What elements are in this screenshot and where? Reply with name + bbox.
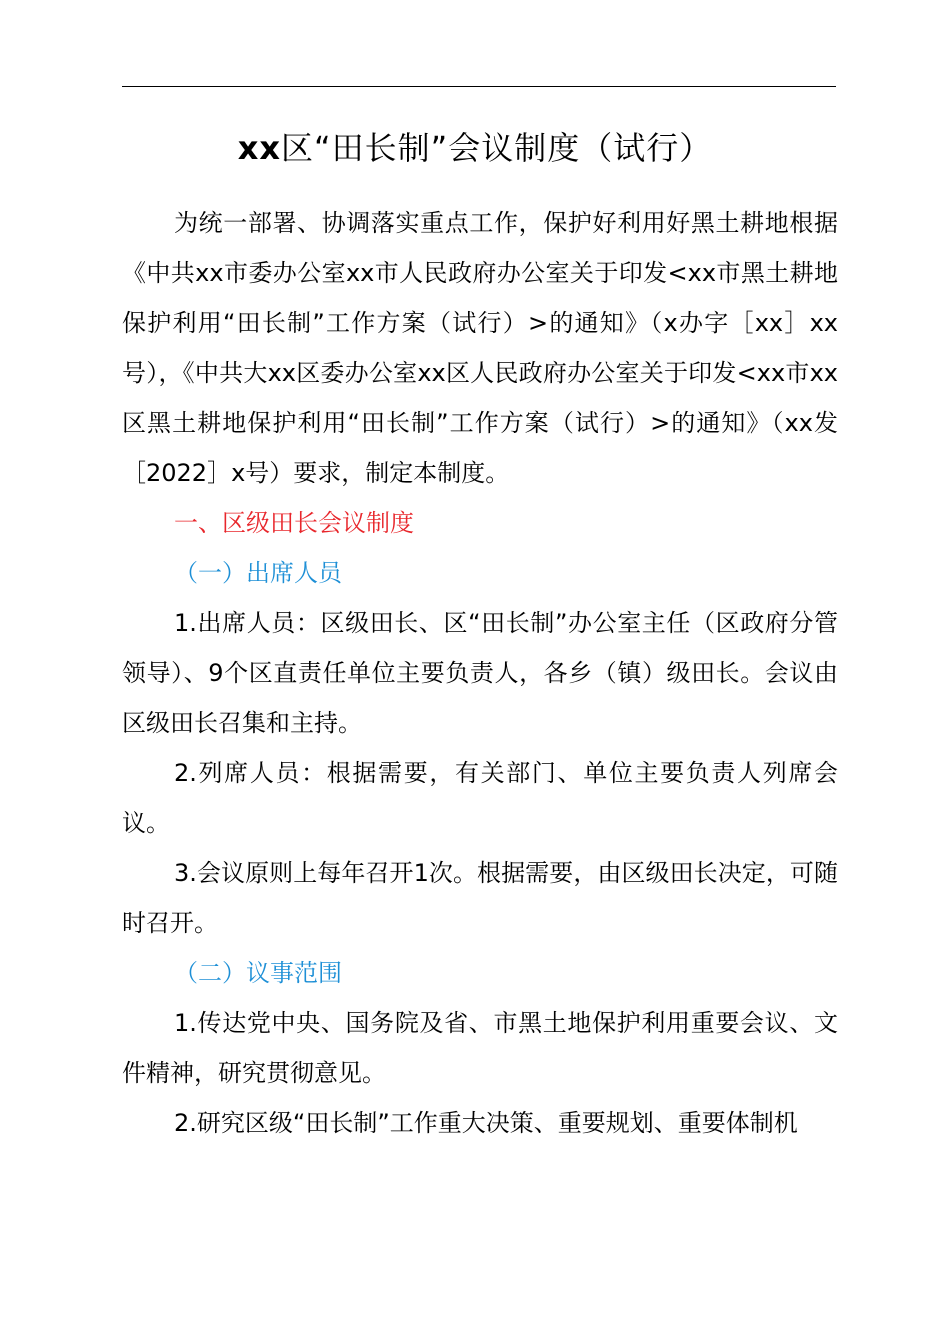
document-title [0,120,950,176]
intro-paragraph: 为统一部署、协调落实重点工作，保护好利用好黑土耕地根据《中共xx市委办公室xx市人民政府办公室关于印发<xx市黑土耕地保护利用“田长制”工作方案（试行）>的通知》（x办字［xx］xx号），《中共大xx区委办公室xx区人民政府办公室关于印发<xx市xx区黑土耕地保护利用“田长制”工作方案（试行）>的通知》（xx发［2022］x号）要求，制定本制度。 [122,209,838,487]
paragraph-scope-1: 1.传达党中央、国务院及省、市黑土地保护利用重要会议、文件精神，研究贯彻意见。 [122,1009,838,1087]
document-body [122,198,838,1148]
subsection-heading-attendees: （一）出席人员 [174,559,342,587]
subsection-heading-scope: （二）议事范围 [174,959,342,987]
title-prefix: xx [237,129,282,167]
paragraph-scope-2: 2.研究区级“田长制”工作重大决策、重要规划、重要体制机 [174,1109,798,1137]
paragraph-attendees-1: 1.出席人员：区级田长、区“田长制”办公室主任（区政府分管领导）、9个区直责任单位主要负责人，各乡（镇）级田长。会议由区级田长召集和主持。 [122,609,838,737]
section-heading-1: 一、区级田长会议制度 [174,509,414,537]
paragraph-attendees-2: 2.列席人员：根据需要，有关部门、单位主要负责人列席会议。 [122,759,838,837]
title-text: 区“田长制”会议制度（试行） [281,129,713,167]
paragraph-attendees-3: 3.会议原则上每年召开1次。根据需要，由区级田长决定，可随时召开。 [122,859,838,937]
header-rule [122,86,836,87]
